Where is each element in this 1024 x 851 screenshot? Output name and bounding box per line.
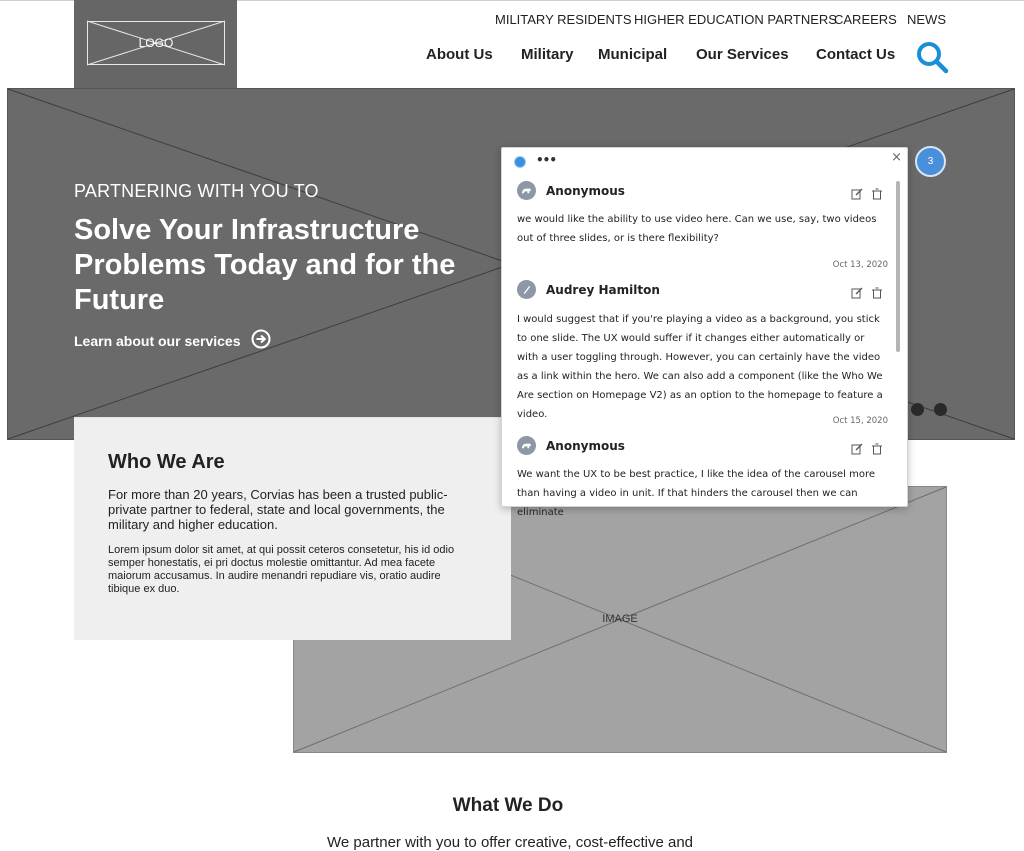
comment-header — [517, 436, 625, 455]
trash-icon[interactable] — [871, 440, 883, 452]
carousel-dot[interactable] — [911, 403, 924, 416]
comment-author: Anonymous — [546, 183, 625, 198]
util-link-news[interactable]: NEWS — [907, 12, 946, 27]
nav-about-us[interactable]: About Us — [426, 46, 493, 63]
comment-count-badge[interactable]: 3 — [915, 146, 946, 177]
hero-link[interactable] — [74, 329, 271, 352]
logo-placeholder[interactable] — [87, 21, 225, 65]
comment-date: Oct 13, 2020 — [832, 260, 888, 270]
comment-text: we would like the ability to use video here. Can we use, say, two videos out of three slides, or is there flexibility? — [517, 214, 877, 244]
status-dot-icon — [515, 157, 525, 167]
comment-header — [517, 280, 660, 299]
comment-text: We want the UX to be best practice, I like the idea of the carousel more than having a video in unit. If that hinders the carousel then we can eliminate — [517, 469, 876, 518]
comment-author: Anonymous — [546, 438, 625, 453]
hero-eyebrow: PARTNERING WITH YOU TO — [74, 181, 319, 201]
util-link-careers[interactable]: CAREERS — [834, 12, 897, 27]
util-link-military-residents[interactable]: MILITARY RESIDENTS — [495, 12, 632, 27]
scrollbar[interactable] — [896, 181, 900, 352]
nav-our-services[interactable]: Our Services — [696, 46, 789, 63]
what-we-do-title: What We Do — [452, 795, 564, 816]
trash-icon[interactable] — [871, 185, 883, 197]
hero-title: Solve Your Infrastructure Problems Today and for the Future — [74, 214, 456, 316]
who-we-are-lead: For more than 20 years, Corvias has been a trusted public-private partner to federal, state and local governments, the military and higher education. — [108, 487, 448, 532]
hero-link-label: Learn about our services — [74, 332, 241, 349]
logo-text: LOGO — [138, 36, 174, 50]
comment-text: I would suggest that if you're playing a video as a background, you stick to one slide. The UX would suffer if it changes either automatically or with a user toggling through. However, you can certainly have the video as a link within the hero. We can also add a component (like the Who We Are section on Homepage V2) as an option to the homepage to feature a video. — [517, 314, 883, 420]
nav-contact-us[interactable]: Contact Us — [816, 46, 896, 63]
util-link-higher-education[interactable]: HIGHER EDUCATION PARTNERS — [634, 12, 837, 27]
comment-header — [517, 181, 625, 200]
edit-icon[interactable] — [851, 440, 863, 452]
avatar — [517, 280, 536, 299]
comments-popup[interactable] — [501, 147, 908, 518]
nav-military[interactable]: Military — [521, 46, 574, 63]
comment-date: Oct 15, 2020 — [832, 416, 888, 426]
edit-icon[interactable] — [851, 284, 863, 296]
arrow-circle-right-icon — [251, 329, 271, 352]
search-icon[interactable] — [915, 40, 949, 74]
close-button[interactable]: × — [891, 150, 902, 165]
carousel-dot[interactable] — [934, 403, 947, 416]
edit-icon[interactable] — [851, 185, 863, 197]
avatar — [517, 436, 536, 455]
who-we-are-body: Lorem ipsum dolor sit amet, at qui possit ceteros consetetur, his id odio semper honestatis, ei pri doctus molestie omittantur. Ad mea facete maiorum accusamus. In audire menandri repudiare vis, oratio audire tibique ex duo. — [108, 544, 455, 595]
nav-municipal[interactable]: Municipal — [598, 46, 668, 63]
image-label: IMAGE — [602, 613, 638, 625]
what-we-do-lead: We partner with you to offer creative, cost-effective and — [326, 834, 694, 851]
trash-icon[interactable] — [871, 284, 883, 296]
avatar — [517, 181, 536, 200]
who-we-are-title: Who We Are — [108, 451, 225, 473]
comment-author: Audrey Hamilton — [546, 282, 660, 297]
more-options-button[interactable]: ••• — [536, 153, 557, 167]
